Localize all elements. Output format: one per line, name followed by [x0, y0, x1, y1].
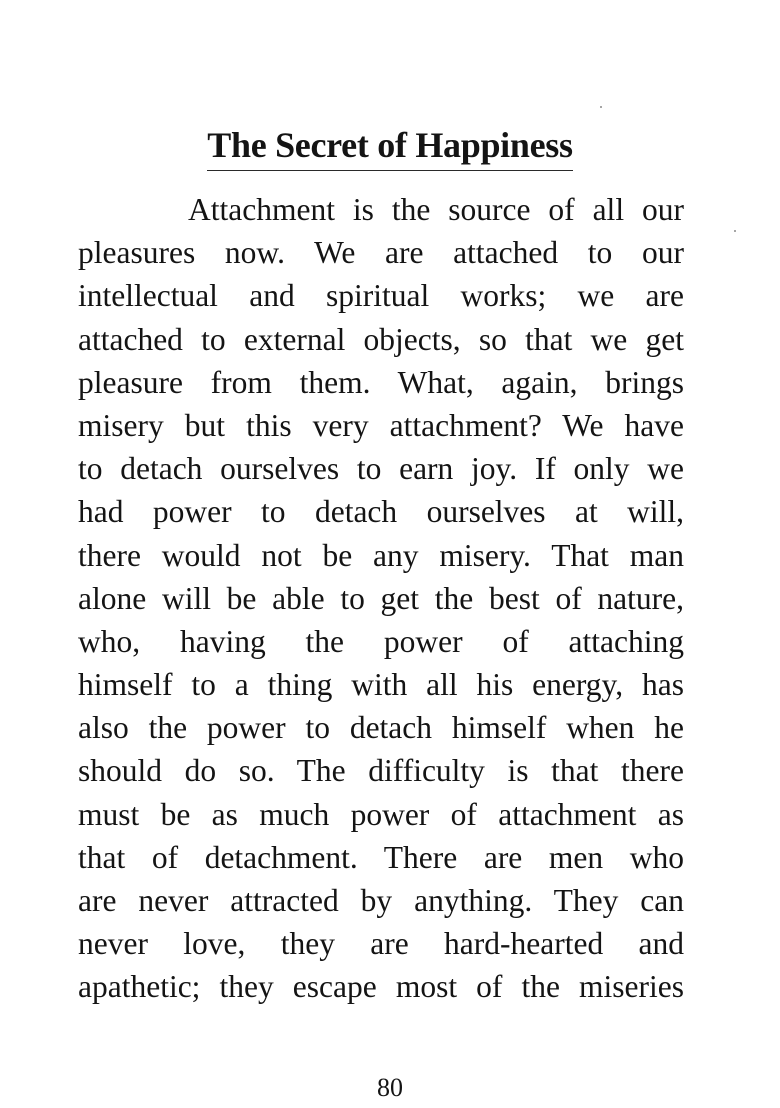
paper-speck [734, 230, 736, 232]
text-line: that of detachment. There are men who [78, 839, 684, 875]
text-line: never love, they are hard-hearted and [78, 926, 684, 962]
text-line: there would not be any misery. That man [78, 537, 684, 573]
body-paragraph [78, 188, 684, 1009]
text-line: are never attracted by anything. They can [78, 883, 684, 918]
text-line: who, having the power of attaching [78, 623, 684, 659]
page-number: 80 [377, 1073, 403, 1102]
text-line: alone will be able to get the best of nature, [78, 580, 684, 616]
text-line: pleasures now. We are attached to our [78, 235, 684, 271]
text-line: must be as much power of attachment as [78, 796, 684, 832]
paper-speck [600, 106, 602, 108]
text-line: pleasure from them. What, again, brings [78, 364, 684, 400]
text-line: Attachment is the source of all our [188, 192, 684, 227]
text-line: should do so. The difficulty is that there [78, 753, 684, 789]
text-line: had power to detach ourselves at will, [78, 494, 684, 530]
text-line: attached to external objects, so that we get [78, 321, 684, 357]
text-line: intellectual and spiritual works; we are [78, 278, 684, 314]
text-line: himself to a thing with all his energy, has [78, 667, 684, 703]
text-line: also the power to detach himself when he [78, 710, 684, 746]
chapter-title-text: The Secret of Happiness [207, 122, 572, 171]
text-line: to detach ourselves to earn joy. If only we [78, 451, 684, 487]
chapter-title [0, 122, 780, 171]
text-line: misery but this very attachment? We have [78, 407, 684, 443]
text-line: apathetic; they escape most of the miseries [78, 969, 684, 1005]
